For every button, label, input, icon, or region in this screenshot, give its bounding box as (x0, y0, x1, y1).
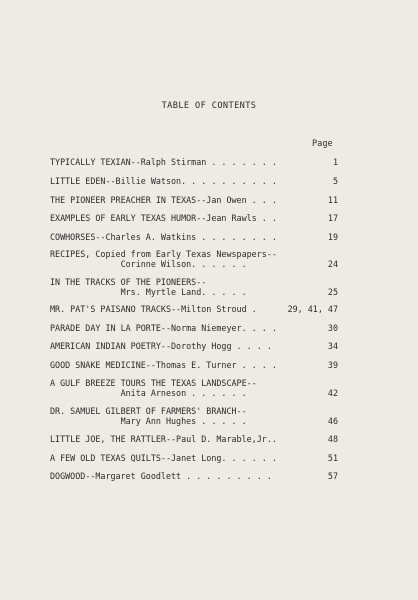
toc-entry-page: 39 (327, 360, 338, 370)
toc-entry-title: IN THE TRACKS OF THE PIONEERS-- (50, 277, 207, 287)
toc-entry-title: A GULF BREEZE TOURS THE TEXAS LANDSCAPE-- (50, 378, 257, 388)
toc-entry (0, 157, 338, 167)
toc-entry-page: 57 (327, 471, 338, 481)
toc-entry-title: RECIPES, Copied from Early Texas Newspapers-- (50, 249, 277, 259)
document-title: TABLE OF CONTENTS (161, 101, 257, 111)
toc-entry-page: 11 (327, 195, 338, 205)
toc-entry-page: 42 (327, 388, 338, 398)
toc-entry-page: 1 (332, 157, 338, 167)
toc-entry (0, 304, 338, 314)
toc-entry (0, 378, 338, 400)
toc-entry (0, 406, 338, 428)
toc-entry-page: 17 (327, 213, 338, 223)
toc-entry-title: EXAMPLES OF EARLY TEXAS HUMOR--Jean Rawls . . (50, 213, 277, 223)
toc-entry (0, 471, 338, 481)
toc-entry (0, 195, 338, 205)
toc-entry-title: TYPICALLY TEXIAN--Ralph Stirman . . . . . . . (50, 157, 277, 167)
toc-entry-page: 5 (332, 176, 338, 186)
toc-entry-author: Corinne Wilson. . . . . . (50, 259, 247, 269)
toc-entry-title: DOGWOOD--Margaret Goodlett . . . . . . . . . (50, 471, 272, 481)
toc-entry-author: Anita Arneson . . . . . . (50, 388, 247, 398)
toc-entry-title: COWHORSES--Charles A. Watkins . . . . . . . . (50, 232, 277, 242)
toc-entry-title: MR. PAT'S PAISANO TRACKS--Milton Stroud . (50, 304, 257, 314)
toc-entry (0, 434, 338, 444)
toc-entry (0, 360, 338, 370)
toc-entry-page: 25 (327, 287, 338, 297)
toc-entry-page: 29, 41, 47 (287, 304, 338, 314)
toc-entry-title: LITTLE JOE, THE RATTLER--Paul D. Marable,Jr.. (50, 434, 277, 444)
toc-entry-title: A FEW OLD TEXAS QUILTS--Janet Long. . . . . . (50, 453, 277, 463)
toc-entry-author: Mrs. Myrtle Land. . . . . (50, 287, 247, 297)
toc-entry-author: Mary Ann Hughes . . . . . (50, 416, 247, 426)
toc-entry-title: PARADE DAY IN LA PORTE--Norma Niemeyer. . . . (50, 323, 277, 333)
toc-entry-page: 46 (327, 416, 338, 426)
toc-entry-page: 24 (327, 259, 338, 269)
toc-entry-page: 51 (327, 453, 338, 463)
page-column-heading: Page (312, 139, 333, 149)
toc-entry (0, 232, 338, 242)
toc-entry (0, 341, 338, 351)
toc-entry-page: 48 (327, 434, 338, 444)
toc-entry-page: 30 (327, 323, 338, 333)
toc-entry (0, 213, 338, 223)
toc-entry-title: DR. SAMUEL GILBERT OF FARMERS' BRANCH-- (50, 406, 247, 416)
toc-entry-title: LITTLE EDEN--Billie Watson. . . . . . . . . . (50, 176, 277, 186)
toc-entry (0, 277, 338, 299)
toc-entry (0, 453, 338, 463)
toc-entry (0, 249, 338, 271)
toc-entry-title: THE PIONEER PREACHER IN TEXAS--Jan Owen . . . (50, 195, 277, 205)
toc-entry-title: AMERICAN INDIAN POETRY--Dorothy Hogg . . . . (50, 341, 272, 351)
toc-entry (0, 176, 338, 186)
toc-entry-title: GOOD SNAKE MEDICINE--Thomas E. Turner . . . . (50, 360, 277, 370)
toc-entry (0, 323, 338, 333)
toc-entry-page: 19 (327, 232, 338, 242)
toc-entry-page: 34 (327, 341, 338, 351)
